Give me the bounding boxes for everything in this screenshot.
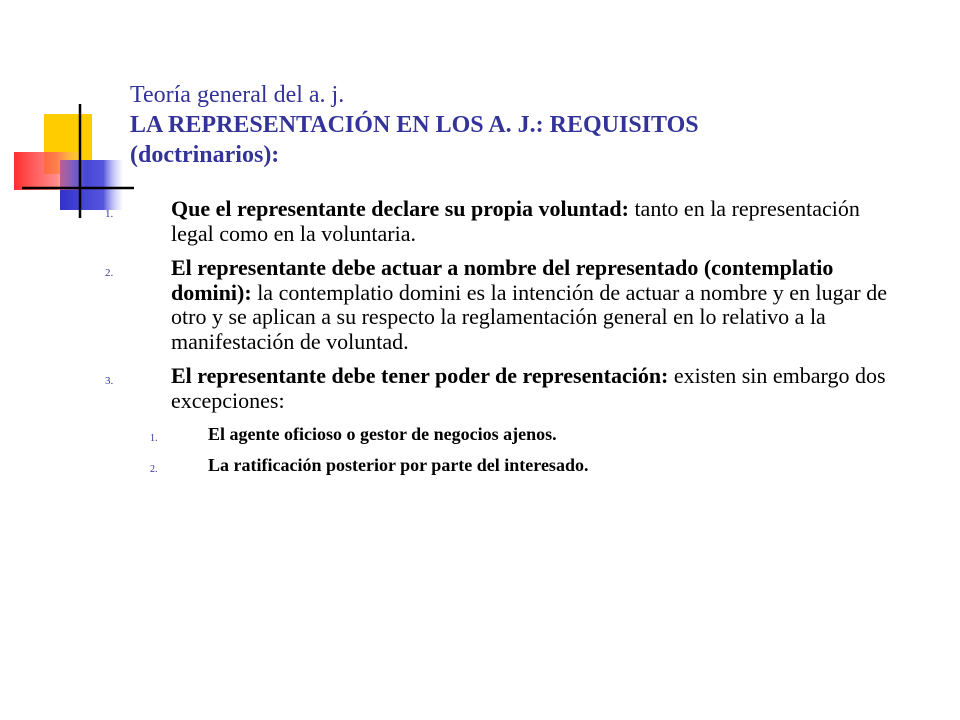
title-line-1: Teoría general del a. j. (130, 82, 345, 108)
slide-content (100, 197, 900, 485)
list-item-text: tanto en la representación legal como en la voluntaria. (171, 196, 860, 246)
title-line-3: (doctrinarios): (130, 142, 280, 168)
list-item-3 (100, 364, 900, 413)
list-item-text: existen sin embargo dos excepciones: (171, 363, 886, 413)
sub-list-item-number: 1. (150, 433, 158, 444)
list-item-heading: El representante debe tener poder de representación: (171, 363, 669, 388)
title-line-2: LA REPRESENTACIÓN EN LOS A. J.: REQUISITOS (130, 112, 699, 138)
list-item-number: 3. (105, 375, 114, 387)
sub-list-item-1 (100, 423, 900, 445)
sub-list-item-text: El agente oficioso o gestor de negocios ajenos. (208, 424, 557, 444)
decorative-logo (0, 0, 140, 220)
list-item-1 (100, 197, 900, 246)
sub-list-item-2 (100, 454, 900, 476)
list-item-heading: Que el representante declare su propia voluntad: (171, 196, 629, 221)
list-item-text: la contemplatio domini es la intención de actuar a nombre y en lugar de otro y se aplican a su respecto la reglamentación general en lo relativo a la manifestación de voluntad. (171, 279, 888, 354)
list-item-number: 1. (105, 208, 114, 220)
list-item-number: 2. (105, 267, 114, 279)
logo-red-square (14, 152, 86, 190)
list-item-heading: El representante debe actuar a nombre del representado (contemplatio domini): (171, 255, 834, 305)
list-item-2 (100, 256, 900, 354)
slide-title (130, 80, 930, 170)
sub-list-item-number: 2. (150, 464, 158, 475)
sub-list-item-text: La ratificación posterior por parte del interesado. (208, 455, 589, 475)
